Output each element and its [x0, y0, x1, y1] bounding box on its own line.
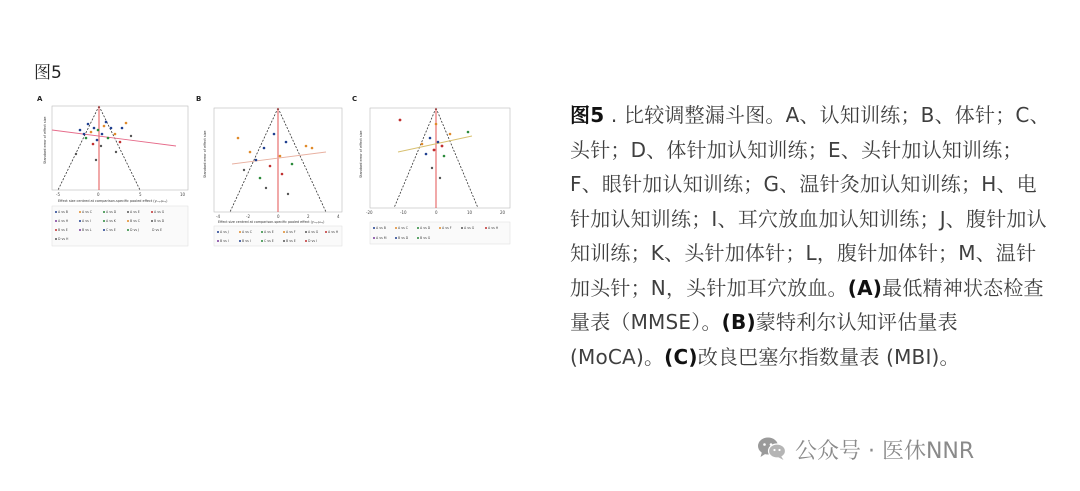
figure-label: 图5	[34, 63, 62, 83]
svg-text:A vs F: A vs F	[286, 230, 296, 234]
svg-text:B vs D: B vs D	[154, 219, 165, 223]
svg-text:A vs C: A vs C	[398, 226, 408, 230]
svg-text:B vs E: B vs E	[58, 228, 68, 232]
svg-text:B vs E: B vs E	[286, 239, 296, 243]
svg-text:B vs L: B vs L	[82, 228, 92, 232]
svg-text:D vs J: D vs J	[130, 228, 139, 232]
svg-text:B vs I: B vs I	[220, 239, 229, 243]
caption-b-label: (B)	[721, 310, 756, 334]
panel-a-letter: A	[37, 95, 43, 103]
panel-c-tick: -20	[366, 210, 373, 215]
panel-a-tick: 10	[180, 192, 186, 197]
panel-c-tick: 10	[467, 210, 473, 215]
svg-text:A vs B: A vs B	[376, 226, 386, 230]
svg-text:B vs C: B vs C	[130, 219, 140, 223]
caption-figure-number: 图5	[570, 103, 605, 127]
panel-b-tick: 4	[337, 214, 340, 219]
funnel-plot-a	[36, 94, 196, 250]
svg-text:A vs H: A vs H	[58, 219, 69, 223]
panel-a-ylabel: Standard error of effect size	[43, 116, 47, 164]
svg-text:D vs H: D vs H	[58, 237, 69, 241]
svg-text:A vs H: A vs H	[488, 226, 499, 230]
caption-c-text: 改良巴塞尔指数量表 (MBI)。	[697, 344, 960, 369]
svg-text:A vs C: A vs C	[82, 210, 92, 214]
panel-b-tick: 2	[307, 214, 310, 219]
panel-c-tick: 20	[500, 210, 506, 215]
panel-a-tick: 0	[97, 192, 100, 197]
svg-text:A vs D: A vs D	[420, 226, 431, 230]
caption-a-text: 最低精神状态检查量表（MMSE）。	[570, 275, 1044, 334]
panel-b-ylabel: Standard error of effect size	[203, 130, 207, 178]
svg-text:A vs G: A vs G	[308, 230, 319, 234]
panel-b-tick: -2	[246, 214, 250, 219]
panel-a-tick: 5	[139, 192, 142, 197]
svg-text:A vs D: A vs D	[106, 210, 117, 214]
panel-c-ylabel: Standard error of effect size	[359, 130, 363, 178]
svg-text:A vs G: A vs G	[464, 226, 475, 230]
svg-text:C vs E: C vs E	[106, 228, 116, 232]
svg-text:A vs C: A vs C	[242, 230, 252, 234]
caption-b-text: 蒙特利尔认知评估量表 (MoCA)。	[570, 310, 958, 369]
svg-text:A vs I: A vs I	[82, 219, 91, 223]
panel-a-xlabel: Effect size centred at comparison-specific pooled effect (yᵢₓᵧ-μₓᵧ)	[58, 199, 168, 203]
figure-caption	[570, 98, 1050, 374]
svg-text:D vs I: D vs I	[308, 239, 317, 243]
svg-text:B vs G: B vs G	[420, 236, 431, 240]
svg-text:A vs M: A vs M	[376, 236, 387, 240]
svg-text:A vs K: A vs K	[106, 219, 116, 223]
svg-text:A vs F: A vs F	[442, 226, 452, 230]
svg-text:A vs J: A vs J	[220, 230, 229, 234]
panel-b-xlabel: Effect size centred at comparison-specific pooled effect (yᵢₓᵧ-μₓᵧ)	[218, 220, 325, 224]
svg-text:A vs B: A vs B	[58, 210, 68, 214]
panel-c-tick: 0	[435, 210, 438, 215]
svg-text:A vs E: A vs E	[264, 230, 274, 234]
svg-text:B vs I: B vs I	[242, 239, 251, 243]
panel-a-tick: -5	[56, 192, 60, 197]
caption-a-label: (A)	[847, 275, 883, 300]
svg-text:A vs E: A vs E	[130, 210, 140, 214]
svg-text:D vs E: D vs E	[152, 228, 163, 232]
panel-b-tick: 0	[277, 214, 280, 219]
svg-text:C vs E: C vs E	[264, 239, 274, 243]
funnel-plot-c	[350, 94, 520, 250]
panel-b-letter: B	[196, 95, 202, 103]
panel-c-letter: C	[352, 95, 358, 103]
caption-main-text: . 比较调整漏斗图。A、认知训练；B、体针；C、头针；D、体针加认知训练；E、头针加认知训练；F、眼针加认知训练；G、温针灸加认知训练；H、电针加认知训练；I、耳穴放血加认知训练；J、腹针加认知训练；K、头针加体针；L，腹针加体针；M、温针加头针；N，头针加耳穴放血。	[570, 103, 1050, 300]
panel-b-tick: -4	[216, 214, 220, 219]
panel-c-tick: -10	[400, 210, 407, 215]
svg-text:A vs H: A vs H	[328, 230, 339, 234]
wechat-watermark	[757, 433, 974, 465]
svg-text:A vs G: A vs G	[154, 210, 165, 214]
funnel-plot-figure	[36, 94, 548, 250]
funnel-plot-b	[194, 94, 350, 250]
wechat-icon	[757, 436, 787, 462]
caption-c-label: (C)	[664, 344, 698, 369]
watermark-text: 公众号 · 医休NNR	[795, 438, 975, 464]
svg-text:B vs D: B vs D	[398, 236, 409, 240]
